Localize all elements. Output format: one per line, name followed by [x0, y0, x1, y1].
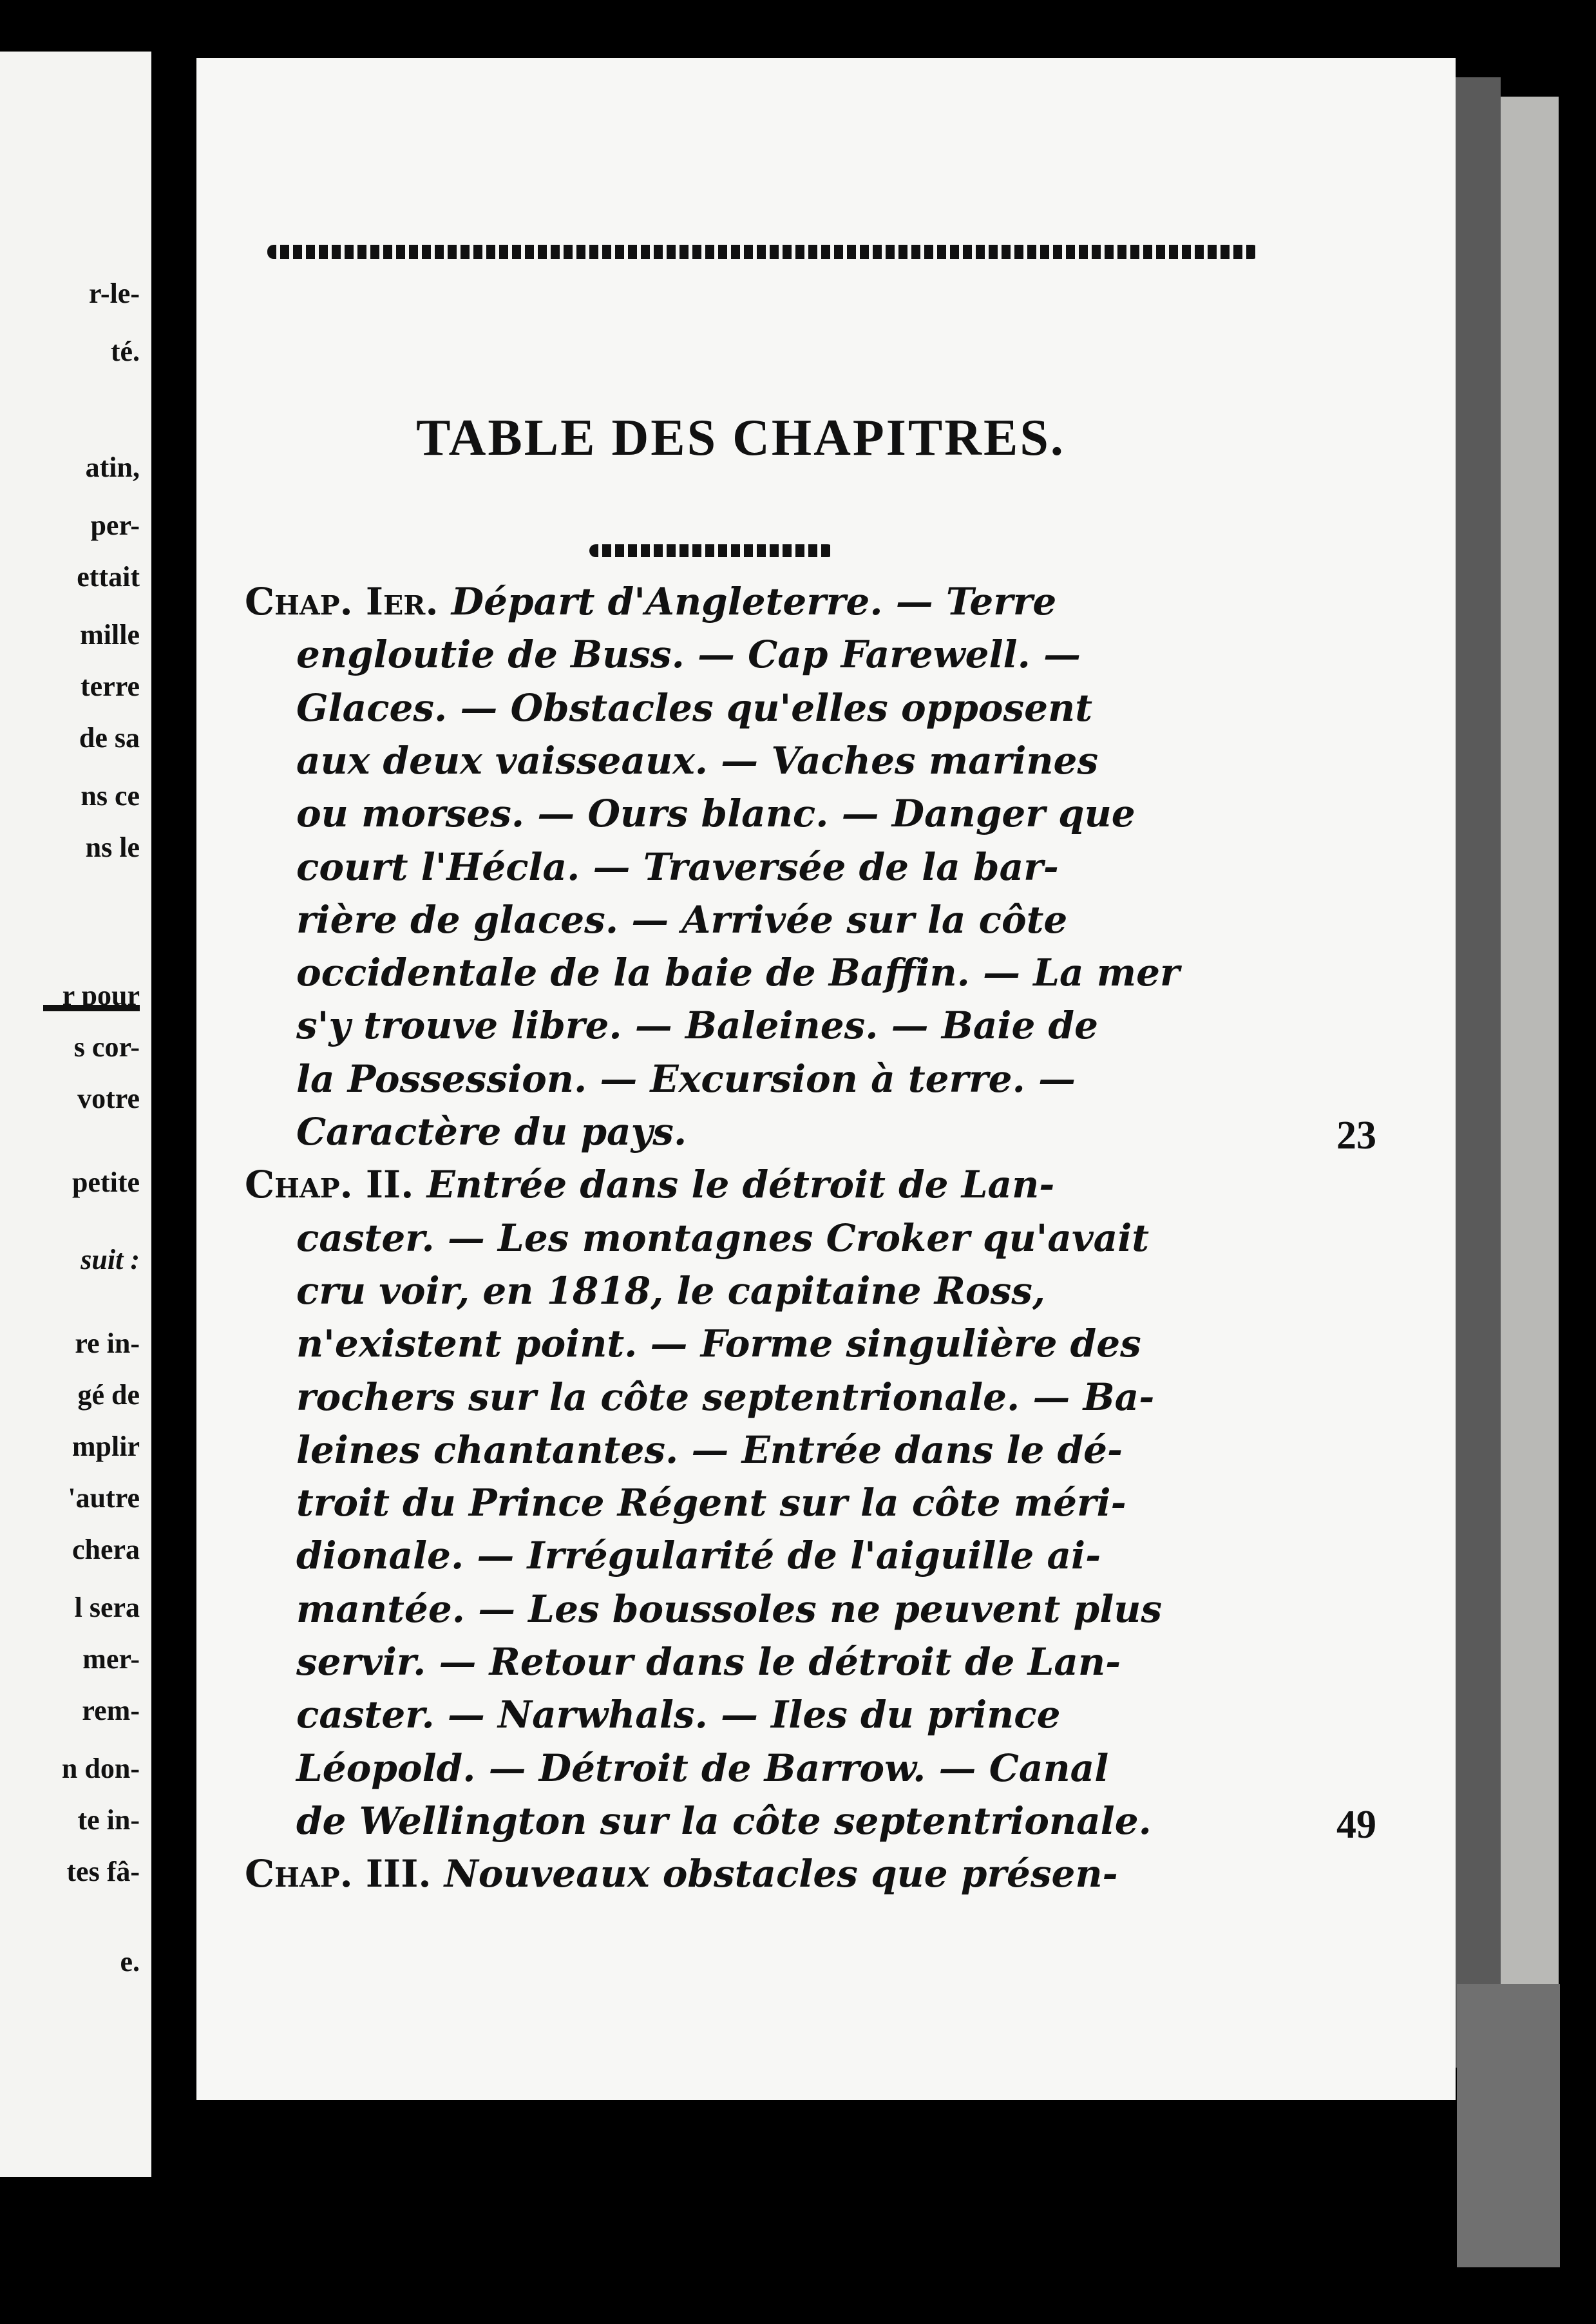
toc-line	[296, 1322, 1141, 1366]
left-page-line: mer-	[82, 1643, 140, 1675]
left-page-line: tes fâ-	[66, 1856, 140, 1887]
toc-line	[296, 1798, 1152, 1843]
left-page-line: r-le-	[89, 278, 140, 309]
chapter-summary-text: Caractère du pays.	[296, 1110, 687, 1154]
toc-line	[296, 792, 1135, 836]
left-page-line: l sera	[74, 1592, 140, 1623]
chapter-summary-text: engloutie de Buss. — Cap Farewell. —	[296, 633, 1081, 677]
toc-line	[296, 1640, 1121, 1684]
chapter-summary-text: caster. — Les montagnes Croker qu'avait	[296, 1215, 1150, 1260]
page-edge-bottom	[1457, 1984, 1560, 2267]
toc-line	[296, 1004, 1099, 1048]
page-number: 23	[1336, 1114, 1376, 1157]
left-page-line: votre	[77, 1083, 140, 1114]
chapter-summary-text: occidentale de la baie de Baffin. — La mer	[296, 951, 1180, 995]
chapter-summary-text: rière de glaces. — Arrivée sur la côte	[296, 897, 1068, 942]
toc-line	[296, 951, 1180, 995]
left-page-line: gé de	[77, 1379, 140, 1411]
left-page-line: atin,	[85, 452, 140, 483]
left-page-line: té.	[110, 336, 140, 367]
left-page-line: rem-	[82, 1695, 140, 1726]
toc-line	[245, 1852, 1118, 1896]
toc-line	[296, 1586, 1163, 1631]
chapter-summary-text: troit du Prince Régent sur la côte méri-	[296, 1481, 1126, 1525]
left-page-line: ns le	[85, 832, 140, 863]
chapter-summary-text: Nouveaux obstacles que présen-	[444, 1852, 1118, 1896]
chapter-summary-text: la Possession. — Excursion à terre. —	[296, 1056, 1076, 1101]
book-page	[196, 58, 1456, 2100]
toc-line	[296, 1110, 687, 1154]
chapter-summary-text: servir. — Retour dans le détroit de Lan-	[296, 1640, 1121, 1684]
chapter-summary-text: de Wellington sur la côte septentrionale.	[296, 1798, 1152, 1843]
toc-line	[296, 1375, 1155, 1419]
title-ornament-rule	[589, 544, 834, 557]
left-page-line: r pour	[62, 980, 140, 1011]
toc-line	[296, 844, 1059, 889]
chapter-summary-text: rochers sur la côte septentrionale. — Ba-	[296, 1375, 1155, 1419]
left-page-line: terre	[81, 671, 140, 702]
left-page-line: mplir	[71, 1431, 140, 1462]
toc-line	[296, 1427, 1123, 1472]
chapter-summary-text: Léopold. — Détroit de Barrow. — Canal	[296, 1746, 1109, 1790]
chapter-summary-text: leines chantantes. — Entrée dans le dé-	[296, 1427, 1123, 1472]
left-page-line: mille	[80, 619, 140, 651]
chapter-summary-text: caster. — Narwhals. — Iles du prince	[296, 1693, 1061, 1737]
left-page-line: suit :	[81, 1244, 140, 1275]
toc-line	[296, 897, 1068, 942]
facing-left-page	[0, 52, 151, 2177]
chapter-summary-text: n'existent point. — Forme singulière des	[296, 1322, 1141, 1366]
left-page-line: n don-	[61, 1753, 140, 1784]
chapter-label: Chap. II.	[245, 1163, 414, 1207]
chapter-summary-text: Glaces. — Obstacles qu'elles opposent	[296, 685, 1092, 730]
left-page-line: 'autre	[68, 1482, 140, 1514]
chapter-label: Chap. III.	[245, 1852, 432, 1896]
page-number: 49	[1336, 1802, 1376, 1847]
chapter-summary-text: mantée. — Les boussoles ne peuvent plus	[296, 1586, 1163, 1631]
chapter-summary-text: ou morses. — Ours blanc. — Danger que	[296, 792, 1135, 836]
page-title: TABLE DES CHAPITRES.	[416, 410, 1065, 466]
toc-line	[296, 1481, 1126, 1525]
toc-line	[296, 1534, 1101, 1578]
toc-line	[296, 633, 1081, 677]
chapter-summary-text: cru voir, en 1818, le capitaine Ross,	[296, 1268, 1046, 1313]
chapter-label: Chap. Ier.	[245, 580, 439, 624]
toc-line	[296, 685, 1092, 730]
chapter-summary-text: Entrée dans le détroit de Lan-	[426, 1163, 1055, 1207]
page-edge-light	[1501, 97, 1559, 2042]
chapter-summary-text: aux deux vaisseaux. — Vaches marines	[296, 738, 1099, 783]
left-page-line: te in-	[77, 1804, 140, 1836]
toc-line	[296, 1268, 1046, 1313]
chapter-summary-text: court l'Hécla. — Traversée de la bar-	[296, 844, 1059, 889]
chapter-summary-text: Départ d'Angleterre. — Terre	[451, 580, 1057, 624]
toc-line	[296, 1693, 1061, 1737]
left-page-line: per-	[90, 510, 140, 541]
left-page-line: ns ce	[81, 780, 140, 812]
toc-line	[245, 1163, 1055, 1207]
toc-line	[245, 580, 1057, 624]
left-page-line: de sa	[79, 722, 140, 754]
left-page-line: re in-	[75, 1328, 140, 1359]
chapter-summary-text: dionale. — Irrégularité de l'aiguille ai-	[296, 1534, 1101, 1578]
page-edge-dark	[1456, 77, 1501, 2068]
toc-line	[296, 1056, 1076, 1101]
left-page-line: petite	[71, 1167, 140, 1198]
toc-line	[296, 738, 1099, 783]
left-page-line: ettait	[77, 561, 140, 593]
left-page-line: s cor-	[73, 1031, 140, 1063]
chapter-summary-text: s'y trouve libre. — Baleines. — Baie de	[296, 1004, 1099, 1048]
toc-line	[296, 1746, 1109, 1790]
toc-line	[296, 1215, 1150, 1260]
top-ornament-rule	[267, 245, 1259, 259]
left-page-line: chera	[71, 1534, 140, 1565]
left-page-line: e.	[120, 1946, 140, 1977]
